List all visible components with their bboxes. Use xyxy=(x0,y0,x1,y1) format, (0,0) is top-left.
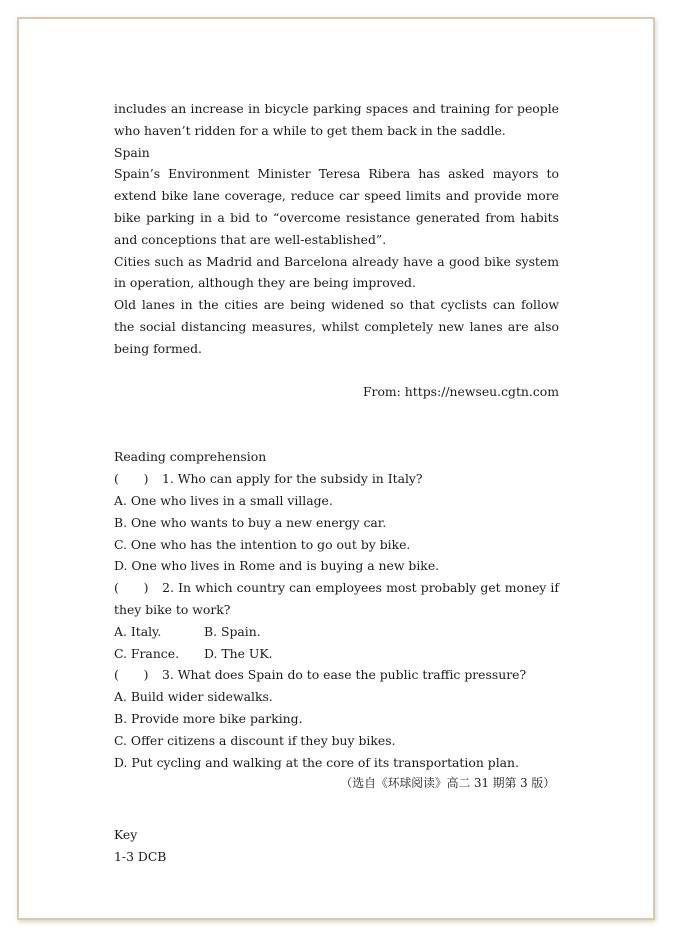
question-2 xyxy=(114,577,559,621)
reading-comprehension-heading: Reading comprehension xyxy=(114,449,267,465)
option-a: A. One who lives in a small village. xyxy=(114,492,333,508)
option-d: D. Put cycling and walking at the core of its transportation plan. xyxy=(114,754,519,770)
citation: （选自《环球阅读》高二 31 期第 3 版） xyxy=(340,776,555,791)
question-stem: 2. In which country can employees most probably get money if they bike to work? xyxy=(114,580,559,617)
option-b: B. Spain. xyxy=(204,623,261,639)
option-c: C. France. xyxy=(114,645,180,661)
source-credit: From: https://newseu.cgtn.com xyxy=(362,383,559,399)
document-content xyxy=(114,98,559,868)
option-c: C. Offer citizens a discount if they buy bikes. xyxy=(114,732,396,748)
option-b: B. Provide more bike parking. xyxy=(114,710,303,726)
option-a: A. Italy. xyxy=(114,623,162,639)
answer-blank: ( ) xyxy=(114,580,149,596)
option-a: A. Build wider sidewalks. xyxy=(114,689,273,705)
passage-paragraph: Spain’s Environment Minister Teresa Ribera has asked mayors to extend bike lane coverage, reduce car speed limits and provide more bike parking in a bid to “overcome resistance generated from habits and conceptions that are well-established”. xyxy=(114,166,559,247)
passage-paragraph: includes an increase in bicycle parking spaces and training for people who haven’t ridden for a while to get them back in the saddle. xyxy=(114,101,559,138)
question-3 xyxy=(114,664,559,686)
option-c: C. One who has the intention to go out by bike. xyxy=(114,536,411,552)
answer-blank: ( ) xyxy=(114,667,149,683)
option-row xyxy=(114,621,559,643)
option-b: B. One who wants to buy a new energy car. xyxy=(114,514,387,530)
question-stem: 3. What does Spain do to ease the public traffic pressure? xyxy=(161,667,527,683)
option-row xyxy=(114,643,559,665)
option-d: D. One who lives in Rome and is buying a new bike. xyxy=(114,558,440,574)
key-heading: Key xyxy=(114,827,138,843)
question-1 xyxy=(114,468,559,490)
question-stem: 1. Who can apply for the subsidy in Italy? xyxy=(161,471,423,487)
answer-blank: ( ) xyxy=(114,471,149,487)
section-heading-spain: Spain xyxy=(114,144,150,160)
option-d: D. The UK. xyxy=(204,645,273,661)
key-answers: 1-3 DCB xyxy=(114,848,167,864)
passage-paragraph: Old lanes in the cities are being widened so that cyclists can follow the social distancing measures, whilst completely new lanes are also being formed. xyxy=(114,297,559,356)
passage-paragraph: Cities such as Madrid and Barcelona already have a good bike system in operation, although they are being improved. xyxy=(114,253,559,291)
